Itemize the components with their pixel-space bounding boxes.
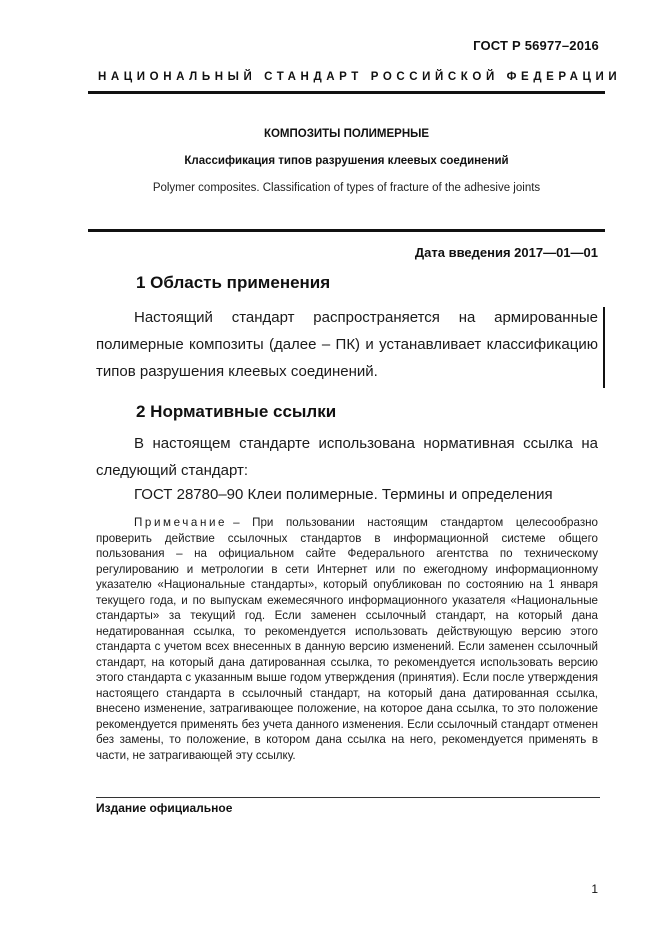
national-standard-banner: НАЦИОНАЛЬНЫЙ СТАНДАРТ РОССИЙСКОЙ ФЕДЕРАЦИИ [98,71,622,83]
change-bar [603,307,605,388]
section-heading-references: 2 Нормативные ссылки [136,402,337,421]
section-heading-scope: 1 Область применения [136,273,331,292]
footer-divider [96,797,600,798]
title-divider [88,229,605,232]
scope-paragraph: Настоящий стандарт распространяется на армированные полимерные композиты (далее – ПК) и устанавливает классификацию типов разрушения клеевых соединений. [96,309,598,380]
document-title: КОМПОЗИТЫ ПОЛИМЕРНЫЕ [263,128,430,140]
introduction-date: Дата введения 2017—01—01 [414,245,598,260]
note-block [96,515,598,763]
top-divider [88,91,605,94]
note-text: – При пользовании настоящим стандартом целесообразно проверить действие ссылочных стандартов в информационной системе общего пользования – на официальном сайте Федерального агентства по техническому регулированию и метрологии в сети Интернет или по ежегодному информационному указателю «Национальные стандарты», который опубликован по состоянию на 1 января текущего года, и по выпускам ежемесячного информационного указателя «Национальные стандарты» за текущий год. Если заменен ссылочный стандарт, на который дана недатированная ссылка, то рекомендуется использовать действующую версию этого стандарта с учетом всех внесенных в данную версию изменений. Если заменен ссылочный стандарт, на который дана датированная ссылка, то рекомендуется использовать версию этого стандарта с указанным выше годом утверждения (принятия). Если после утверждения настоящего стандарта в ссылочный стандарт, на который дана датированная ссылка, внесено изменение, затрагивающее положение, на которое дана ссылка, то это положение рекомендуется применять без учета данного изменения. Если ссылочный стандарт отменен без замены, то положение, в котором дана ссылка на него, рекомендуется применять в части, не затрагивающей эту ссылку. [96,516,598,762]
document-code: ГОСТ Р 56977–2016 [473,38,599,53]
references-paragraph: В настоящем стандарте использована нормативная ссылка на следующий стандарт: [96,435,598,479]
reference-item: ГОСТ 28780–90 Клеи полимерные. Термины и определения [134,486,553,503]
official-edition-label: Издание официальное [96,801,233,815]
note-label: Примечание [134,516,228,529]
english-title: Polymer composites. Classification of types of fracture of the adhesive joints [152,182,541,194]
document-subtitle: Классификация типов разрушения клеевых соединений [184,155,509,167]
page-number: 1 [591,882,598,896]
